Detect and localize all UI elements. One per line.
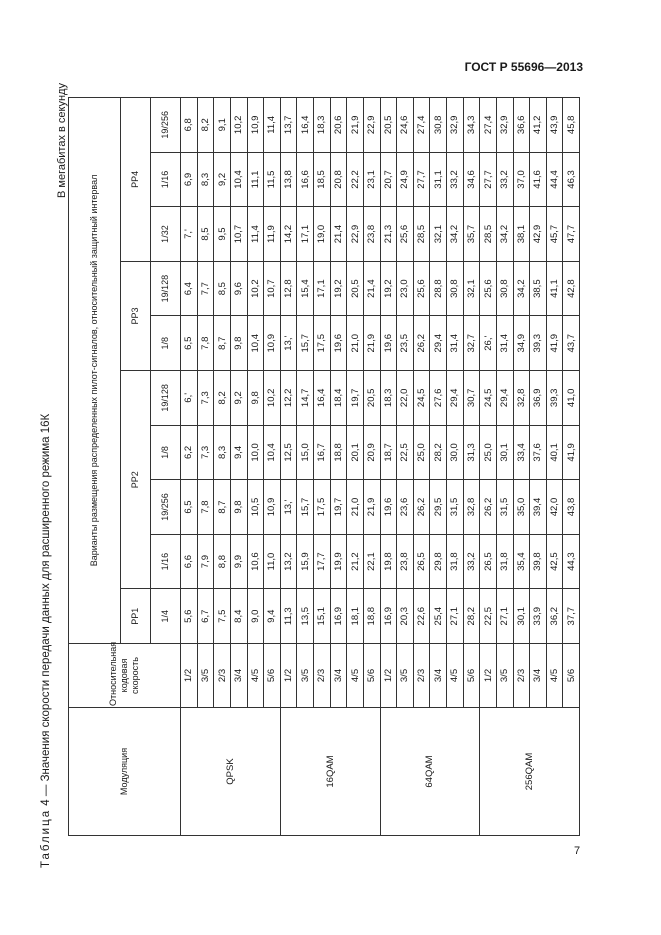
bitrate-cell: 43,7 [563,316,580,371]
bitrate-cell: 19,8 [380,534,397,589]
bitrate-cell: 20,9 [363,425,380,480]
header-guard-interval: 19/128 [151,371,181,426]
bitrate-cell: 35,7 [463,207,480,262]
modulation-cell: 256QAM [480,708,580,836]
bitrate-cell: 6,4 [181,261,198,316]
bitrate-cell: 21,3 [380,207,397,262]
bitrate-cell: 27,1 [496,589,513,644]
bitrate-cell: 14,2 [280,207,297,262]
bitrate-cell: 44,3 [563,534,580,589]
modulation-cell: QPSK [181,708,281,836]
bitrate-cell: 15,7 [297,316,314,371]
code-rate-cell: 1/2 [280,644,297,708]
bitrate-cell: 10,0 [247,425,264,480]
bitrate-cell: 27,7 [480,152,497,207]
bitrate-cell: 7,9 [197,534,214,589]
code-rate-cell: 3/4 [530,644,547,708]
bitrate-cell: 13,' [280,480,297,535]
bitrate-cell: 10,7 [230,207,247,262]
bitrate-cell: 27,6 [430,371,447,426]
bitrate-cell: 9,2 [230,371,247,426]
table-row [480,97,497,835]
bitrate-cell: 16,9 [380,589,397,644]
bitrate-cell: 33,2 [496,152,513,207]
bitrate-cell: 16,4 [297,97,314,152]
bitrate-cell: 9,4 [264,589,281,644]
bitrate-cell: 17,7 [314,534,331,589]
bitrate-cell: 27,7 [413,152,430,207]
bitrate-cell: 38,1 [513,207,530,262]
bitrate-cell: 13,7 [280,97,297,152]
bitrate-cell: 10,9 [264,480,281,535]
bitrate-cell: 42,0 [546,480,563,535]
bitrate-cell: 43,9 [546,97,563,152]
bitrate-cell: 11,4 [247,207,264,262]
bitrate-cell: 31,5 [447,480,464,535]
modulation-cell: 16QAM [280,708,380,836]
bitrate-cell: 41,2 [530,97,547,152]
bitrate-cell: 30,1 [496,425,513,480]
bitrate-cell: 21,9 [347,97,364,152]
document-header: ГОСТ Р 55696—2013 [464,60,583,74]
bitrate-table [68,97,580,836]
bitrate-cell: 20,8 [330,152,347,207]
bitrate-cell: 16,4 [314,371,331,426]
header-pattern-pp1: PP1 [121,589,151,644]
bitrate-cell: 42,9 [530,207,547,262]
header-guard-interval: 1/16 [151,152,181,207]
bitrate-cell: 20,7 [380,152,397,207]
bitrate-cell: 11,4 [264,97,281,152]
bitrate-cell: 20,5 [363,371,380,426]
bitrate-cell: 22,5 [397,425,414,480]
bitrate-cell: 16,7 [314,425,331,480]
page-number: 7 [574,845,581,857]
header-pattern-pp3: PP3 [121,261,151,370]
bitrate-cell: 6,' [181,371,198,426]
bitrate-cell: 26,5 [480,534,497,589]
bitrate-cell: 28,2 [430,425,447,480]
bitrate-cell: 34,9 [513,316,530,371]
bitrate-cell: 22,1 [363,534,380,589]
bitrate-cell: 41,6 [530,152,547,207]
bitrate-cell: 33,2 [463,534,480,589]
bitrate-cell: 7,8 [197,316,214,371]
code-rate-cell: 2/3 [314,644,331,708]
bitrate-cell: 9,5 [214,207,231,262]
bitrate-cell: 10,2 [230,97,247,152]
bitrate-cell: 21,9 [363,480,380,535]
bitrate-cell: 30,0 [447,425,464,480]
bitrate-cell: 9,1 [214,97,231,152]
bitrate-cell: 8,2 [197,97,214,152]
bitrate-cell: 6,2 [181,425,198,480]
bitrate-cell: 32,1 [430,207,447,262]
bitrate-cell: 23,6 [397,480,414,535]
bitrate-cell: 30,8 [430,97,447,152]
bitrate-cell: 33,9 [530,589,547,644]
bitrate-cell: 19,7 [330,480,347,535]
header-guard-interval: 1/32 [151,207,181,262]
modulation-cell: 64QAM [380,708,480,836]
bitrate-cell: 36,9 [530,371,547,426]
bitrate-cell: 11,5 [264,152,281,207]
bitrate-cell: 22,9 [363,97,380,152]
bitrate-cell: 9,2 [214,152,231,207]
header-guard-interval: 1/16 [151,534,181,589]
bitrate-cell: 21,0 [347,316,364,371]
bitrate-cell: 32,8 [463,480,480,535]
bitrate-cell: 18,7 [380,425,397,480]
bitrate-cell: 12,2 [280,371,297,426]
bitrate-cell: 44,4 [546,152,563,207]
bitrate-cell: 34,2 [496,207,513,262]
bitrate-cell: 26,2 [413,316,430,371]
table-row [380,97,397,835]
bitrate-cell: 28,5 [413,207,430,262]
bitrate-cell: 10,2 [264,371,281,426]
bitrate-cell: 21,0 [347,480,364,535]
bitrate-cell: 8,7 [214,316,231,371]
bitrate-cell: 20,5 [347,261,364,316]
header-guard-interval: 1/4 [151,589,181,644]
bitrate-cell: 29,4 [496,371,513,426]
header-guard-interval: 1/8 [151,425,181,480]
bitrate-cell: 15,4 [297,261,314,316]
bitrate-cell: 8,4 [230,589,247,644]
header-guard-interval: 19/128 [151,261,181,316]
bitrate-cell: 18,5 [314,152,331,207]
code-rate-cell: 1/2 [380,644,397,708]
bitrate-cell: 6,6 [181,534,198,589]
bitrate-cell: 30,7 [463,371,480,426]
bitrate-cell: 30,8 [447,261,464,316]
bitrate-cell: 22,9 [347,207,364,262]
bitrate-cell: 34,2 [513,261,530,316]
bitrate-cell: 32,7 [463,316,480,371]
bitrate-cell: 39,8 [530,534,547,589]
bitrate-cell: 33,4 [513,425,530,480]
bitrate-cell: 15,0 [297,425,314,480]
bitrate-cell: 9,8 [230,480,247,535]
bitrate-cell: 24,9 [397,152,414,207]
bitrate-cell: 9,8 [230,316,247,371]
bitrate-cell: 42,8 [563,261,580,316]
header-code-rate: Относительная кодовая скорость [69,644,181,708]
code-rate-cell: 2/3 [214,644,231,708]
bitrate-cell: 25,6 [480,261,497,316]
code-rate-cell: 3/5 [197,644,214,708]
bitrate-cell: 12,8 [280,261,297,316]
bitrate-cell: 7,3 [197,425,214,480]
bitrate-cell: 23,8 [397,534,414,589]
bitrate-cell: 6,9 [181,152,198,207]
bitrate-cell: 43,8 [563,480,580,535]
bitrate-cell: 11,0 [264,534,281,589]
bitrate-cell: 11,1 [247,152,264,207]
caption-table-number: 4 [40,799,52,806]
bitrate-cell: 26,2 [413,480,430,535]
bitrate-cell: 6,5 [181,480,198,535]
header-pilot-variants: Варианты размещения распределенных пилот-сигналов, относительный защитный интервал [69,97,121,643]
bitrate-cell: 17,5 [314,480,331,535]
code-rate-cell: 3/4 [330,644,347,708]
bitrate-cell: 25,6 [413,261,430,316]
bitrate-cell: 12,5 [280,425,297,480]
units-note: В мегабитах в секунду [56,83,68,198]
bitrate-cell: 26,2 [480,480,497,535]
bitrate-cell: 18,8 [363,589,380,644]
bitrate-cell: 8,8 [214,534,231,589]
bitrate-cell: 7,8 [197,480,214,535]
bitrate-cell: 26,' [480,316,497,371]
header-pattern-pp2: PP2 [121,371,151,589]
bitrate-cell: 6,8 [181,97,198,152]
bitrate-cell: 18,1 [347,589,364,644]
bitrate-cell: 36,6 [513,97,530,152]
bitrate-cell: 29,4 [447,371,464,426]
code-rate-cell: 4/5 [447,644,464,708]
bitrate-cell: 18,3 [380,371,397,426]
bitrate-cell: 31,1 [430,152,447,207]
header-guard-interval: 19/256 [151,97,181,152]
bitrate-cell: 9,6 [230,261,247,316]
bitrate-cell: 15,1 [314,589,331,644]
bitrate-cell: 45,8 [563,97,580,152]
bitrate-cell: 25,0 [413,425,430,480]
bitrate-cell: 25,0 [480,425,497,480]
code-rate-cell: 3/5 [297,644,314,708]
bitrate-cell: 13,2 [280,534,297,589]
caption-table-word: Таблица [40,808,52,868]
bitrate-cell: 34,3 [463,97,480,152]
bitrate-cell: 32,8 [513,371,530,426]
bitrate-cell: 5,6 [181,589,198,644]
bitrate-cell: 39,4 [530,480,547,535]
bitrate-cell: 16,9 [330,589,347,644]
bitrate-cell: 33,2 [447,152,464,207]
bitrate-cell: 14,7 [297,371,314,426]
bitrate-cell: 31,4 [496,316,513,371]
bitrate-cell: 9,9 [230,534,247,589]
code-rate-cell: 2/3 [413,644,430,708]
bitrate-cell: 11,9 [264,207,281,262]
table-caption [40,38,52,868]
bitrate-cell: 27,4 [413,97,430,152]
bitrate-cell: 32,1 [463,261,480,316]
bitrate-cell: 20,5 [380,97,397,152]
bitrate-cell: 24,5 [480,371,497,426]
code-rate-cell: 4/5 [247,644,264,708]
bitrate-cell: 10,2 [247,261,264,316]
bitrate-cell: 26,5 [413,534,430,589]
code-rate-cell: 3/5 [397,644,414,708]
header-pattern-pp4: PP4 [121,97,151,261]
bitrate-cell: 25,4 [430,589,447,644]
bitrate-cell: 45,7 [546,207,563,262]
bitrate-cell: 18,4 [330,371,347,426]
bitrate-cell: 19,6 [380,316,397,371]
code-rate-cell: 1/2 [480,644,497,708]
bitrate-cell: 17,1 [297,207,314,262]
bitrate-cell: 19,6 [330,316,347,371]
header-guard-interval: 1/8 [151,316,181,371]
bitrate-cell: 35,4 [513,534,530,589]
bitrate-cell: 37,0 [513,152,530,207]
bitrate-cell: 47,7 [563,207,580,262]
bitrate-cell: 19,6 [380,480,397,535]
bitrate-cell: 35,0 [513,480,530,535]
bitrate-cell: 28,5 [480,207,497,262]
code-rate-cell: 2/3 [513,644,530,708]
bitrate-cell: 34,6 [463,152,480,207]
code-rate-cell: 1/2 [181,644,198,708]
bitrate-cell: 29,8 [430,534,447,589]
bitrate-cell: 36,2 [546,589,563,644]
bitrate-cell: 13,8 [280,152,297,207]
bitrate-cell: 7,3 [197,371,214,426]
code-rate-cell: 3/4 [430,644,447,708]
bitrate-cell: 16,6 [297,152,314,207]
bitrate-cell: 20,3 [397,589,414,644]
bitrate-cell: 8,3 [197,152,214,207]
bitrate-cell: 38,5 [530,261,547,316]
bitrate-cell: 21,4 [330,207,347,262]
bitrate-cell: 17,5 [314,316,331,371]
bitrate-cell: 21,4 [363,261,380,316]
bitrate-cell: 9,8 [247,371,264,426]
bitrate-cell: 8,7 [214,480,231,535]
code-rate-cell: 5/6 [264,644,281,708]
bitrate-cell: 10,9 [247,97,264,152]
bitrate-cell: 37,6 [530,425,547,480]
table-row [181,97,198,835]
bitrate-cell: 41,0 [563,371,580,426]
bitrate-cell: 31,8 [447,534,464,589]
code-rate-cell: 5/6 [463,644,480,708]
bitrate-cell: 22,2 [347,152,364,207]
bitrate-cell: 27,1 [447,589,464,644]
bitrate-cell: 20,6 [330,97,347,152]
code-rate-cell: 4/5 [546,644,563,708]
bitrate-cell: 10,5 [247,480,264,535]
bitrate-cell: 41,9 [563,425,580,480]
bitrate-cell: 24,5 [413,371,430,426]
header-row-variants [69,97,121,835]
code-rate-cell: 4/5 [347,644,364,708]
bitrate-cell: 18,3 [314,97,331,152]
bitrate-cell: 8,3 [214,425,231,480]
code-rate-cell: 5/6 [563,644,580,708]
bitrate-cell: 25,6 [397,207,414,262]
bitrate-cell: 23,8 [363,207,380,262]
bitrate-cell: 10,4 [264,425,281,480]
bitrate-cell: 11,3 [280,589,297,644]
bitrate-cell: 13,' [280,316,297,371]
caption-title: — Значения скорости передачи данных для расширенного режима 16К [40,413,52,797]
bitrate-cell: 7,' [181,207,198,262]
bitrate-cell: 10,4 [230,152,247,207]
bitrate-cell: 19,0 [314,207,331,262]
bitrate-cell: 30,1 [513,589,530,644]
bitrate-cell: 13,5 [297,589,314,644]
bitrate-cell: 31,5 [496,480,513,535]
bitrate-cell: 31,8 [496,534,513,589]
bitrate-cell: 18,8 [330,425,347,480]
bitrate-cell: 19,7 [347,371,364,426]
bitrate-cell: 15,7 [297,480,314,535]
table-row [280,97,297,835]
bitrate-cell: 10,9 [264,316,281,371]
bitrate-cell: 23,0 [397,261,414,316]
bitrate-cell: 22,5 [480,589,497,644]
bitrate-cell: 22,6 [413,589,430,644]
bitrate-cell: 24,6 [397,97,414,152]
bitrate-cell: 30,8 [496,261,513,316]
bitrate-cell: 39,3 [530,316,547,371]
bitrate-cell: 19,9 [330,534,347,589]
bitrate-cell: 31,3 [463,425,480,480]
bitrate-cell: 42,5 [546,534,563,589]
bitrate-cell: 8,2 [214,371,231,426]
bitrate-cell: 31,4 [447,316,464,371]
bitrate-cell: 9,4 [230,425,247,480]
bitrate-cell: 19,2 [380,261,397,316]
bitrate-cell: 15,9 [297,534,314,589]
rotated-table-container [68,98,580,836]
bitrate-cell: 34,2 [447,207,464,262]
bitrate-cell: 20,1 [347,425,364,480]
bitrate-cell: 6,7 [197,589,214,644]
bitrate-cell: 22,0 [397,371,414,426]
header-modulation: Модуляция [69,708,181,836]
bitrate-cell: 21,9 [363,316,380,371]
bitrate-cell: 10,7 [264,261,281,316]
code-rate-cell: 3/4 [230,644,247,708]
bitrate-cell: 17,1 [314,261,331,316]
bitrate-cell: 21,2 [347,534,364,589]
bitrate-cell: 7,5 [214,589,231,644]
bitrate-cell: 32,9 [447,97,464,152]
bitrate-cell: 8,5 [214,261,231,316]
bitrate-cell: 23,5 [397,316,414,371]
bitrate-cell: 40,1 [546,425,563,480]
bitrate-cell: 19,2 [330,261,347,316]
bitrate-cell: 27,4 [480,97,497,152]
bitrate-cell: 8,5 [197,207,214,262]
bitrate-cell: 28,8 [430,261,447,316]
bitrate-cell: 41,9 [546,316,563,371]
header-guard-interval: 19/256 [151,480,181,535]
code-rate-cell: 5/6 [363,644,380,708]
bitrate-cell: 46,3 [563,152,580,207]
bitrate-cell: 29,5 [430,480,447,535]
bitrate-cell: 23,1 [363,152,380,207]
bitrate-cell: 10,6 [247,534,264,589]
bitrate-cell: 32,9 [496,97,513,152]
bitrate-cell: 29,4 [430,316,447,371]
bitrate-cell: 39,3 [546,371,563,426]
bitrate-cell: 9,0 [247,589,264,644]
bitrate-cell: 37,7 [563,589,580,644]
bitrate-cell: 7,7 [197,261,214,316]
code-rate-cell: 3/5 [496,644,513,708]
bitrate-cell: 10,4 [247,316,264,371]
bitrate-cell: 28,2 [463,589,480,644]
bitrate-cell: 41,1 [546,261,563,316]
bitrate-cell: 6,5 [181,316,198,371]
